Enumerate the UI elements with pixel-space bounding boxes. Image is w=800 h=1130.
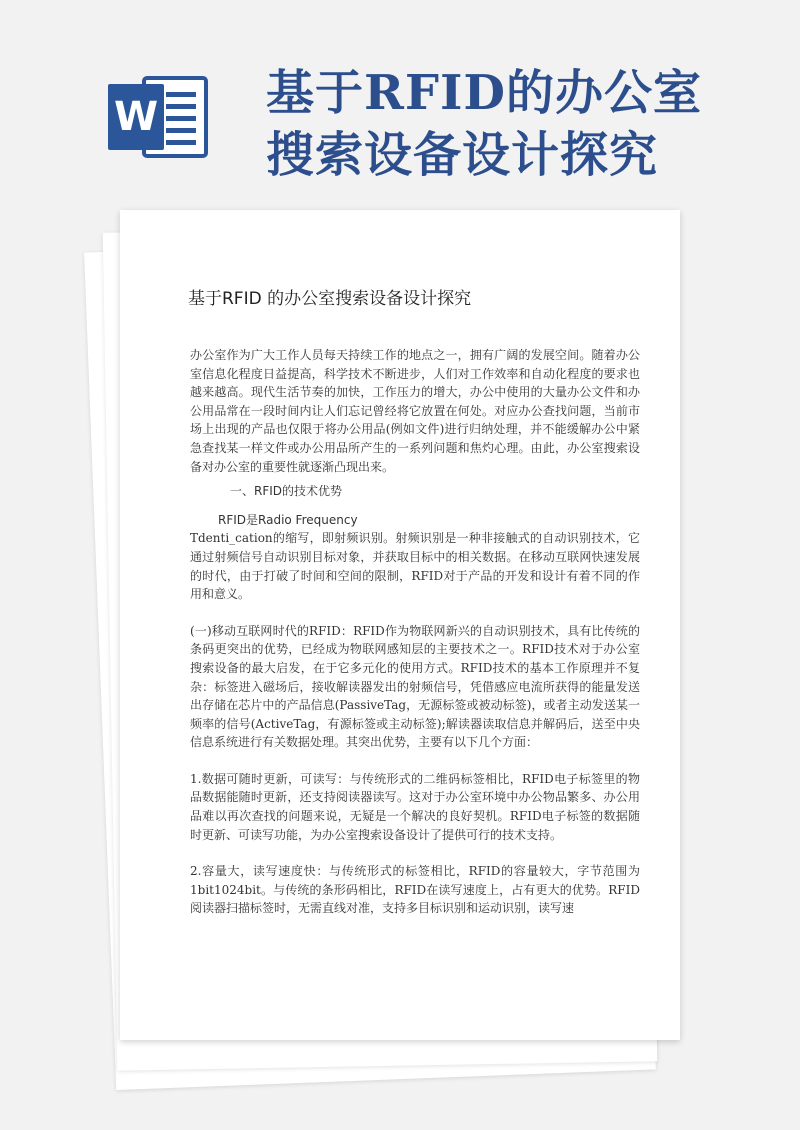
paragraph-intro: 办公室作为广大工作人员每天持续工作的地点之一，拥有广阔的发展空间。随着办公室信息化程度日益提高，科学技术不断进步，人们对工作效率和自动化程度的要求也越来越高。现代生活节奏的加快，工作压力的增大，办公中使用的大量办公文件和办公用品常在一段时间内让人们忘记曾经将它放置在何处。对应办公查找问题，当前市场上出现的产品也仅限于将办公用品(例如文件)进行归纳处理，并不能缓解办公中紧急查找某一样文件或办公用品所产生的一系列问题和焦灼心理。由此，办公室搜索设备对办公室的重要性就逐渐凸现出来。 <box>190 348 640 474</box>
word-document-icon <box>108 72 212 162</box>
paragraph-mobile-internet-rfid: (一)移动互联网时代的RFID：RFID作为物联网新兴的自动识别技术，具有比传统的条码更突出的优势，已经成为物联网感知层的主要技术之一。RFID技术对于办公室搜索设备的最大启发，在于它多元化的使用方式。RFID技术的基本工作原理并不复杂：标签进入磁场后，接收解读器发出的射频信号，凭借感应电流所获得的能量发送出存储在芯片中的产品信息(PassiveTag，无源标签或被动标签)，或者主动发送某一频率的信号(ActiveTag，有源标签或主动标签);解读器读取信息并解码后，送至中央信息系统进行有关数据处理。其突出优势，主要有以下几个方面： <box>190 623 640 750</box>
section-heading-rfid-advantages: 一、RFID的技术优势 <box>230 484 343 499</box>
banner-title <box>266 62 786 186</box>
paragraph-rfid-definition-lead: RFID是Radio Frequency <box>218 512 358 527</box>
word-icon-letter: W <box>113 94 159 140</box>
paragraph-point-2: 2.容量大，读写速度快：与传统形式的标签相比，RFID的容量较大，字节范围为1bit1024bit。与传统的条形码相比，RFID在读写速度上，占有更大的优势。RFID阅读器扫描标签时，无需直线对准，支持多目标识别和运动识别，读写速 <box>190 864 640 916</box>
document-title: 基于RFID 的办公室搜索设备设计探究 <box>188 289 472 309</box>
document-page <box>120 210 680 1040</box>
paragraph-point-1: 1.数据可随时更新，可读写：与传统形式的二维码标签相比，RFID电子标签里的物品数据能随时更新，还支持阅读器读写。这对于办公室环境中办公物品繁多、办公用品难以再次查找的问题来说，无疑是一个解决的良好契机。RFID电子标签的数据随时更新、可读写功能，为办公室搜索设备设计了提供可行的技术支持。 <box>190 771 640 842</box>
paragraph-rfid-definition: Tdenti_cation的缩写，即射频识别。射频识别是一种非接触式的自动识别技术，它通过射频信号自动识别目标对象，并获取目标中的相关数据。在移动互联网快速发展的时代，由于打破了时间和空间的限制，RFID对于产品的开发和设计有着不同的作用和意义。 <box>190 531 640 602</box>
document-body <box>190 346 640 918</box>
banner-title-line-1: 基于RFID的办公室 <box>266 65 703 121</box>
banner-title-line-2: 搜索设备设计探究 <box>266 127 659 183</box>
